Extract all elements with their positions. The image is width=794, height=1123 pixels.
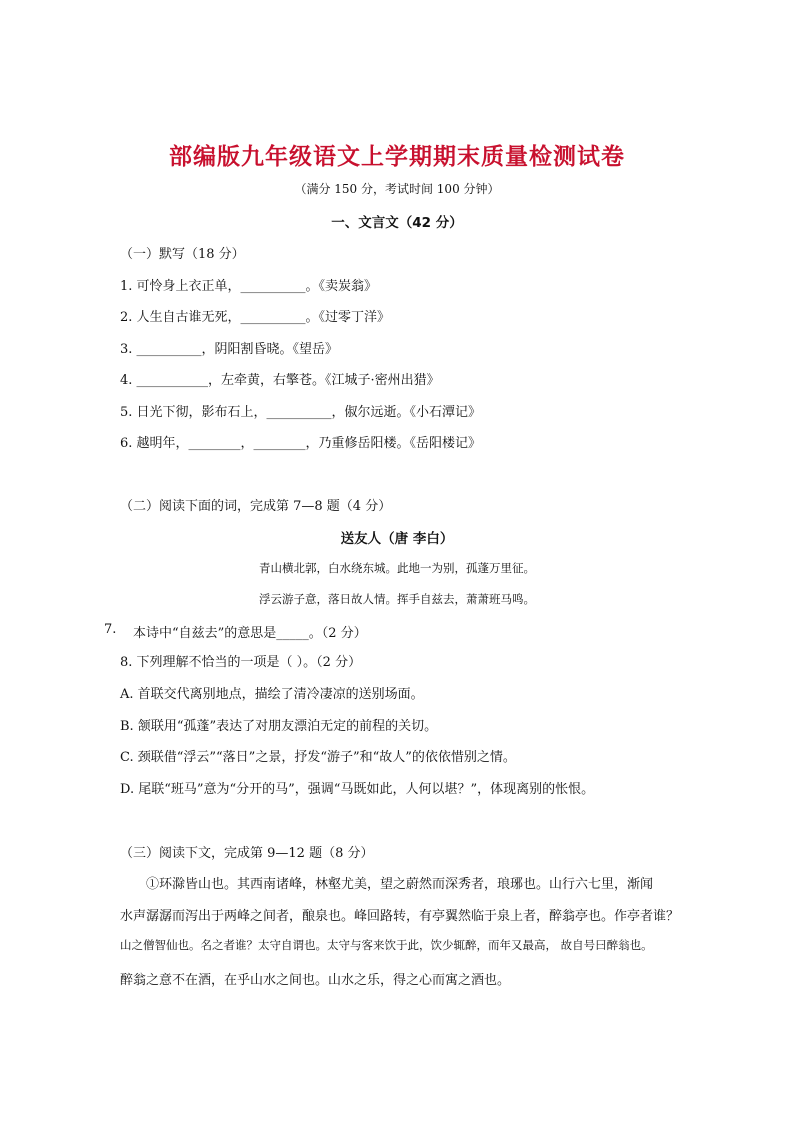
poem-line-1: 青山横北郭，白水绕东城。此地一为别，孤蓬万里征。 xyxy=(259,561,535,575)
question-7-number: 7. xyxy=(104,622,117,637)
option-a: A. 首联交代离别地点，描绘了清冷凄凉的送别场面。 xyxy=(120,687,424,702)
question-6: 6. 越明年，________，________，乃重修岳阳楼。《岳阳楼记》 xyxy=(120,436,482,451)
part3-heading: （三）阅读下文，完成第 9—12 题（8 分） xyxy=(120,846,374,861)
option-d: D. 尾联“班马”意为“分开的马”，强调“马既如此，人何以堪？”，体现离别的怅恨。 xyxy=(120,782,595,797)
exam-info: （满分 150 分，考试时间 100 分钟） xyxy=(294,182,500,196)
passage-line-1: ①环滁皆山也。其西南诸峰，林壑尤美，望之蔚然而深秀者，琅琊也。山行六七里，渐闻 xyxy=(146,877,654,892)
page-title: 部编版九年级语文上学期期末质量检测试卷 xyxy=(169,144,625,170)
poem-title: 送友人（唐 李白） xyxy=(340,531,454,547)
part2-heading: （二）阅读下面的词，完成第 7—8 题（4 分） xyxy=(120,499,392,514)
poem-line-2: 浮云游子意，落日故人情。挥手自兹去，萧萧班马鸣。 xyxy=(259,592,535,606)
passage-line-3: 山之僧智仙也。名之者谁？太守自谓也。太守与客来饮于此，饮少辄醉，而年又最高， 故自号曰醉翁也。 xyxy=(120,938,653,952)
section-heading: 一、文言文（42 分） xyxy=(331,215,463,231)
question-2: 2. 人生自古谁无死，__________。《过零丁洋》 xyxy=(120,310,391,325)
part1-heading: （一）默写（18 分） xyxy=(120,247,245,262)
question-1: 1. 可怜身上衣正单，__________。《卖炭翁》 xyxy=(120,279,378,294)
passage-line-4: 醉翁之意不在酒，在乎山水之间也。山水之乐，得之心而寓之酒也。 xyxy=(120,973,511,988)
question-3: 3. __________，阴阳割昏晓。《望岳》 xyxy=(120,342,339,357)
option-b: B. 颔联用“孤蓬”表达了对朋友漂泊无定的前程的关切。 xyxy=(120,719,438,734)
question-7: 本诗中“自兹去”的意思是_____。（2 分） xyxy=(133,626,367,641)
option-c: C. 颈联借“浮云”“落日”之景，抒发“游子”和“故人”的依依惜别之情。 xyxy=(120,750,516,765)
question-4: 4. ___________，左牵黄，右擎苍。《江城子·密州出猎》 xyxy=(120,373,440,388)
passage-line-2: 水声潺潺而泻出于两峰之间者，酿泉也。峰回路转，有亭翼然临于泉上者，醉翁亭也。作亭者谁？ xyxy=(120,909,680,924)
question-8: 8. 下列理解不恰当的一项是（ ）。（2 分） xyxy=(120,655,362,670)
question-5: 5. 日光下彻，影布石上，__________，俶尔远逝。《小石潭记》 xyxy=(120,405,482,420)
